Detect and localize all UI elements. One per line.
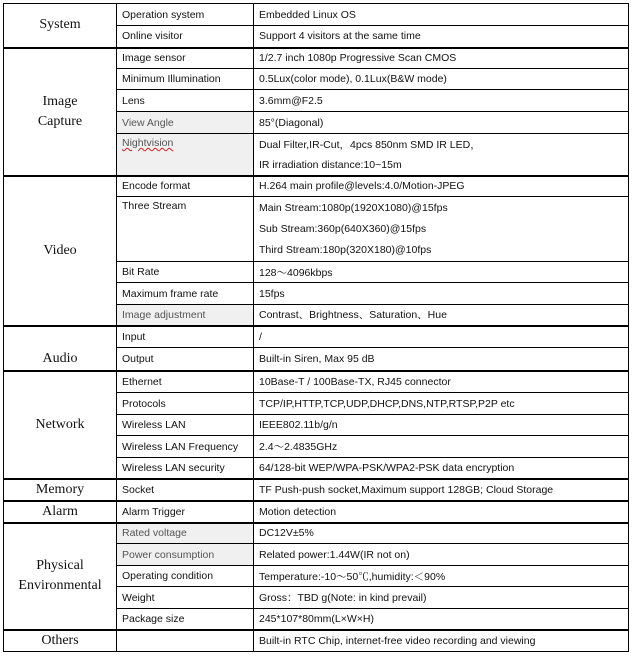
spec-value: Embedded Linux OS: [254, 4, 629, 26]
spec-label: Power consumption: [117, 544, 254, 566]
spec-value: IEEE802.11b/g/n: [254, 415, 629, 436]
spec-value: Third Stream:180p(320X180)@10fps: [254, 240, 629, 262]
spec-value: DC12V±5%: [254, 523, 629, 544]
spec-value: Built-in RTC Chip, internet-free video recording and viewing: [254, 630, 629, 652]
spec-value: 64/128-bit WEP/WPA-PSK/WPA2-PSK data encryption: [254, 458, 629, 479]
spec-label: Input: [117, 326, 254, 348]
table-row: [4, 523, 629, 544]
spec-value: 3.6mm@F2.5: [254, 90, 629, 112]
table-row: [4, 4, 629, 26]
spec-table-container: [3, 3, 628, 652]
spec-label: Minimum Illumination: [117, 69, 254, 90]
spec-label: Rated voltage: [117, 523, 254, 544]
spec-value: 128～4096kbps: [254, 262, 629, 283]
spec-value: Motion detection: [254, 501, 629, 523]
category-network: Network: [4, 371, 117, 479]
table-row: [4, 326, 629, 348]
table-row: [4, 176, 629, 197]
spec-value: /: [254, 326, 629, 348]
category-video: Video: [4, 176, 117, 326]
spec-value: Dual Filter,IR-Cut，4pcs 850nm SMD IR LED，: [254, 134, 629, 155]
spec-label: Package size: [117, 609, 254, 630]
spec-label: Ethernet: [117, 371, 254, 393]
spec-label: Nightvision: [117, 134, 254, 176]
spec-label: Alarm Trigger: [117, 501, 254, 523]
spec-value: 2.4～2.4835GHz: [254, 436, 629, 458]
table-row: [4, 630, 629, 652]
spec-label: Socket: [117, 479, 254, 501]
spec-label: [117, 630, 254, 652]
category-memory: Memory: [4, 479, 117, 501]
spec-value: 15fps: [254, 283, 629, 305]
table-row: [4, 479, 629, 501]
spec-value: TCP/IP,HTTP,TCP,UDP,DHCP,DNS,NTP,RTSP,P2P etc: [254, 393, 629, 415]
spec-value: Temperature:-10～50℃,humidity:＜90%: [254, 566, 629, 587]
spec-value: 0.5Lux(color mode), 0.1Lux(B&W mode): [254, 69, 629, 90]
table-row: [4, 348, 629, 371]
spec-label: Wireless LAN Frequency: [117, 436, 254, 458]
spec-label: Three Stream: [117, 197, 254, 262]
spec-value: IR irradiation distance:10~15m: [254, 155, 629, 176]
spec-value: Built-in Siren, Max 95 dB: [254, 348, 629, 371]
spec-value: Main Stream:1080p(1920X1080)@15fps: [254, 197, 629, 219]
spec-label: Operation system: [117, 4, 254, 26]
spec-label: Image sensor: [117, 48, 254, 69]
category-image-capture: Image Capture: [4, 48, 117, 176]
table-row: [4, 48, 629, 69]
spec-value: H.264 main profile@levels:4.0/Motion-JPEG: [254, 176, 629, 197]
category-system: System: [4, 4, 117, 48]
spec-value: Support 4 visitors at the same time: [254, 26, 629, 48]
spec-value: TF Push-push socket,Maximum support 128GB; Cloud Storage: [254, 479, 629, 501]
spec-label: Encode format: [117, 176, 254, 197]
category-others: Others: [4, 630, 117, 652]
spec-label: Lens: [117, 90, 254, 112]
spec-label: Weight: [117, 587, 254, 609]
spec-value: 245*107*80mm(L×W×H): [254, 609, 629, 630]
spec-value: Sub Stream:360p(640X360)@15fps: [254, 219, 629, 240]
spec-label: Wireless LAN security: [117, 458, 254, 479]
category-audio: Audio: [4, 348, 117, 371]
spec-label: Image adjustment: [117, 305, 254, 326]
spec-value: 10Base-T / 100Base-TX, RJ45 connector: [254, 371, 629, 393]
category-physical-environmental: Physical Environmental: [4, 523, 117, 630]
spec-label: Output: [117, 348, 254, 371]
spec-value: Contrast、Brightness、Saturation、Hue: [254, 305, 629, 326]
table-row: [4, 501, 629, 523]
spec-label: Online visitor: [117, 26, 254, 48]
spec-label: Protocols: [117, 393, 254, 415]
category-alarm: Alarm: [4, 501, 117, 523]
specification-table: [3, 3, 629, 652]
spec-value: Related power:1.44W(IR not on): [254, 544, 629, 566]
category-audio-top: [4, 326, 117, 348]
spec-label: Maximum frame rate: [117, 283, 254, 305]
spec-value: 1/2.7 inch 1080p Progressive Scan CMOS: [254, 48, 629, 69]
spec-label: Wireless LAN: [117, 415, 254, 436]
spec-value: Gross：TBD g(Note: in kind prevail): [254, 587, 629, 609]
spec-value: 85°(Diagonal): [254, 112, 629, 134]
spec-label: View Angle: [117, 112, 254, 134]
spec-label: Bit Rate: [117, 262, 254, 283]
table-row: [4, 371, 629, 393]
spec-label: Operating condition: [117, 566, 254, 587]
